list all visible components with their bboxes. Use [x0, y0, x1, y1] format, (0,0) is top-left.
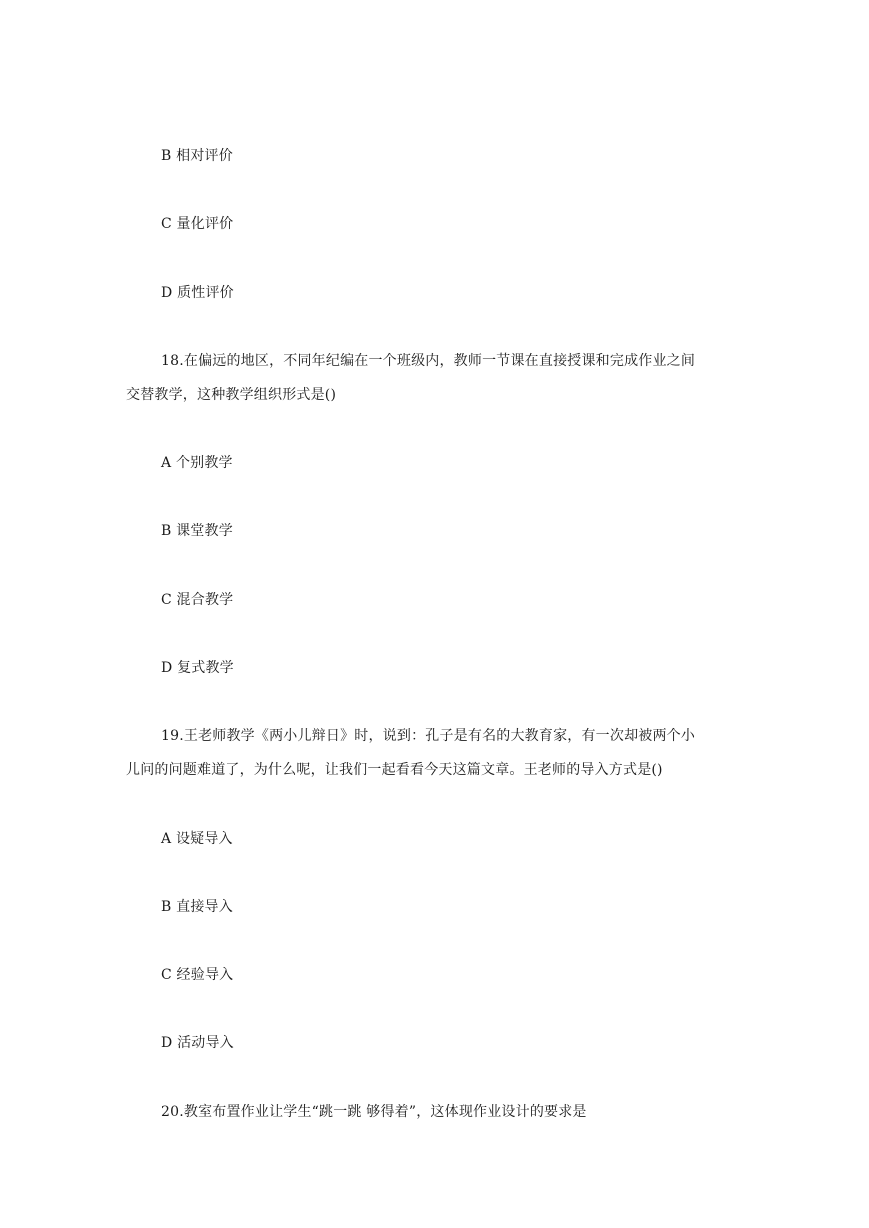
question-19-option-b: B 直接导入: [161, 899, 233, 915]
question-19-stem-line-2: 儿问的问题难道了，为什么呢，让我们一起看看今天这篇文章。王老师的导入方式是(): [126, 762, 663, 778]
question-18-stem-line-1: 18.在偏远的地区，不同年纪编在一个班级内，教师一节课在直接授课和完成作业之间: [161, 353, 696, 369]
question-19-stem-line-1: 19.王老师教学《两小儿辩日》时，说到：孔子是有名的大教育家，有一次却被两个小: [161, 728, 696, 744]
question-18-stem-line-2: 交替教学，这种教学组织形式是(): [126, 387, 337, 403]
question-18-option-a: A 个别教学: [161, 455, 233, 471]
option-c: C 量化评价: [161, 216, 234, 232]
option-d: D 质性评价: [161, 285, 234, 301]
question-20-stem-line-1: 20.教室布置作业让学生“跳一跳 够得着”，这体现作业设计的要求是: [161, 1104, 587, 1120]
question-19-option-a: A 设疑导入: [161, 831, 233, 847]
option-b: B 相对评价: [161, 148, 233, 164]
question-18-option-d: D 复式教学: [161, 660, 234, 676]
question-18-option-c: C 混合教学: [161, 592, 234, 608]
question-19-option-d: D 活动导入: [161, 1035, 234, 1051]
question-18-option-b: B 课堂教学: [161, 523, 233, 539]
question-19-option-c: C 经验导入: [161, 967, 234, 983]
